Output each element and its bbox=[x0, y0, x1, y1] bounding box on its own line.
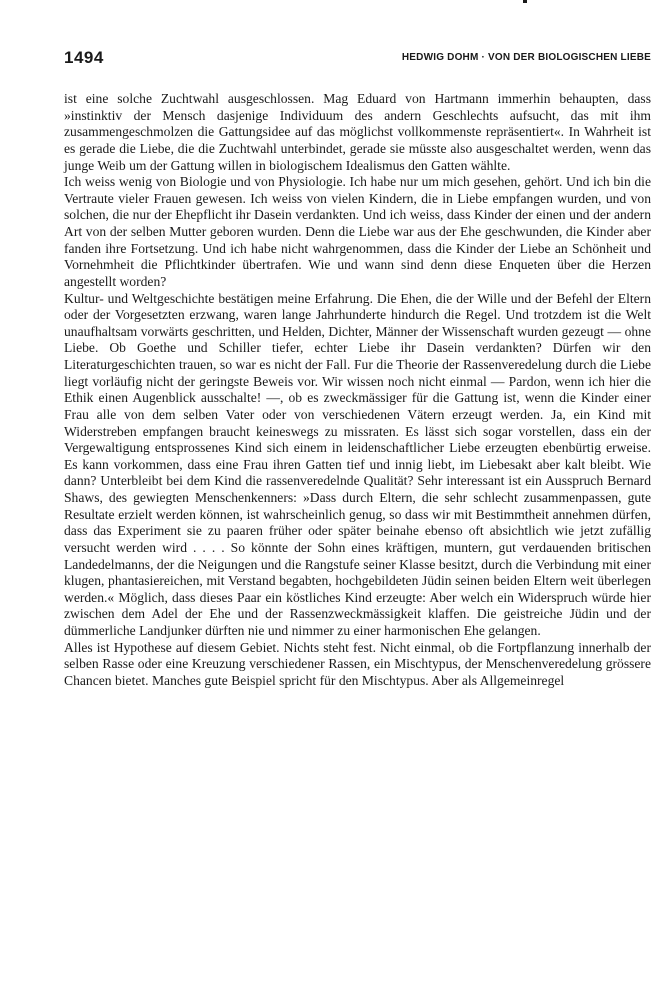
paragraph-4: Alles ist Hypothese auf diesem Gebiet. Nichts steht fest. Nicht einmal, ob die Fortpflanzung innerhalb der selben Rasse oder eine Kreuzung verschiedener Rassen, ein Mischtypus, der Menschenveredelung grössere Chancen bietet. Manches gute Beispiel spricht für den Mischtypus. Aber als Allgemeinregel bbox=[64, 639, 651, 688]
scan-mark bbox=[523, 0, 527, 3]
running-head bbox=[64, 48, 651, 70]
running-title: HEDWIG DOHM · VON DER BIOLOGISCHEN LIEBE bbox=[401, 52, 651, 63]
body-text bbox=[64, 91, 651, 690]
page-number: 1494 bbox=[64, 48, 104, 67]
paragraph-1: ist eine solche Zuchtwahl ausgeschlossen. Mag Eduard von Hartmann immerhin behaupten, dass »instinktiv der Mensch dasjenige Individuum des andern Geschlechts aufsucht, das mit ihm zusammengeschmolzen die Gattungsidee auf das möglichst vollkommenste repräsentiert«. In Wahrheit ist es gerade die Liebe, die die Zuchtwahl unterbindet, gerade sie müsste also ausgeschaltet werden, wenn das junge Weib um der Gattung willen in biologischem Idealismus den Gatten wählte. bbox=[64, 91, 651, 173]
paragraph-2: Ich weiss wenig von Biologie und von Physiologie. Ich habe nur um mich gesehen, gehört. Und ich bin die Vertraute vieler Frauen gewesen. Ich weiss von vielen Kindern, die in Liebe empfangen wurden, und von solchen, die nur der Ehepflicht ihr Dasein verdankten. Und ich weiss, dass Kinder der einen und der andern Art von der selben Mutter geboren wurden. Denn die Liebe war aus der Ehe geschwunden, die Kinder aber fanden ihre Fortsetzung. Und ich habe nicht wahrgenommen, dass die Kinder der Liebe an Schönheit und Vornehmheit die Pflichtkinder übertrafen. Wie und wann sind denn diese Enqueten über die Herzen angestellt worden? bbox=[64, 174, 651, 289]
paragraph-3: Kultur- und Weltgeschichte bestätigen meine Erfahrung. Die Ehen, die der Wille und der Befehl der Eltern oder der Vorgesetzten erzwang, waren lange Jahrhunderte hindurch die Regel. Und trotzdem ist die Welt unaufhaltsam vorwärts geschritten, und Helden, Dichter, Männer der Wissenschaft wurden gezeugt — ohne Liebe. Ob Goethe und Schiller tiefer, echter Liebe ihr Dasein verdankten? Dürfen wir den Literaturgeschichten trauen, so war es nicht der Fall. Fur die Theorie der Rassenveredelung durch die Liebe liegt vorläufig nicht der geringste Beweis vor. Wir wissen noch nicht einmal — Pardon, wenn ich hier die Ethik einen Augenblick ausschalte! —, ob es zweckmässiger für die Gattung ist, wenn die Kinder einer Frau alle von dem selben Vater oder von verschiedenen Vätern erzeugt werden. Ja, ein Kind mit Widerstreben empfangen braucht keineswegs zu missraten. Es lässt sich sogar vorstellen, dass ein der Vergewaltigung entsprossenes Kind sich einem in leidenschaftlicher Liebe erzeugten ebenbürtig erweise. Es kann vorkommen, dass eine Frau ihren Gatten tief und innig liebt, im Liebesakt aber kalt bleibt. Wie dann? Unterbleibt bei dem Kind die rassenveredelnde Qualität? Sehr interessant ist ein Ausspruch Bernard Shaws, des gewiegten Menschenkenners: »Dass durch Eltern, die sehr schlecht zusammenpassen, gute Resultate erzielt werden können, ist wahrscheinlich genug, so dass wir mit Bestimmtheit annehmen dürfen, dass das Experiment sie zu paaren früher oder später beinahe ebenso oft absichtlich wie jetzt zufällig versucht werden wird . . . . So könnte der Sohn eines kräftigen, muntern, gut verdauenden britischen Landedelmanns, der die Neigungen und die Rangstufe seiner Klasse besitzt, durch die Verbindung mit einer klugen, phantasiereichen, mit Verstand begabten, hochgebildeten Jüdin seinen beiden Eltern weit überlegen werden.« Möglich, dass dieses Paar ein köstliches Kind erzeugte: Aber welch ein Widerspruch würde hier zwischen dem Adel der Ehe und der Rassenzweckmässigkeit klaffen. Die geistreiche Jüdin und der dümmerliche Landjunker dürften nie und nimmer zu einer harmonischen Ehe gelangen. bbox=[64, 290, 651, 638]
